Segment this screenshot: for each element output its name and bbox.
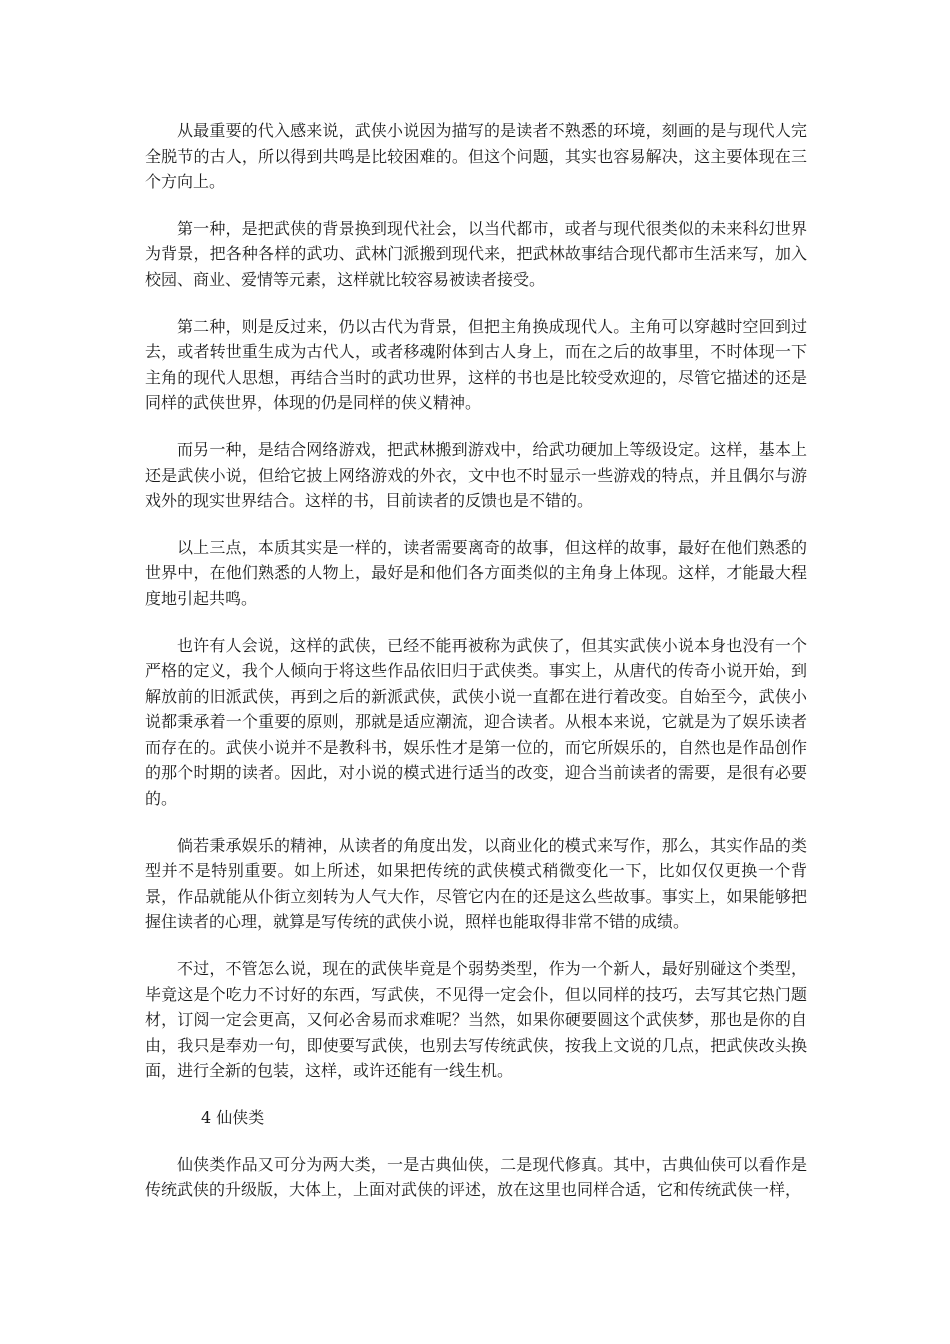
- paragraph-second-method: 第二种，则是反过来，仍以古代为背景，但把主角换成现代人。主角可以穿越时空回到过去，或者转世重生成为古代人，或者移魂附体到古人身上，而在之后的故事里，不时体现一下主角的现代人思想，再结合当时的武功世界，这样的书也是比较受欢迎的，尽管它描述的还是同样的武侠世界，体现的仍是同样的侠义精神。: [145, 316, 807, 413]
- paragraph-third-method: 而另一种，是结合网络游戏，把武林搬到游戏中，给武功硬加上等级设定。这样，基本上还是武侠小说，但给它披上网络游戏的外衣，文中也不时显示一些游戏的特点，并且偶尔与游戏外的现实世界结合。这样的书，目前读者的反馈也是不错的。: [145, 439, 807, 511]
- paragraph-xianxia-intro: 仙侠类作品又可分为两大类，一是古典仙侠，二是现代修真。其中，古典仙侠可以看作是传统武侠的升级版，大体上，上面对武侠的评述，放在这里也同样合适，它和传统武侠一样，: [145, 1154, 807, 1200]
- paragraph-entertainment: 倘若秉承娱乐的精神，从读者的角度出发，以商业化的模式来写作，那么，其实作品的类型并不是特别重要。如上所述，如果把传统的武侠模式稍微变化一下，比如仅仅更换一个背景，作品就能从仆街立刻转为人气大作，尽管它内在的还是这么些故事。事实上，如果能够把握住读者的心理，就算是写传统的武侠小说，照样也能取得非常不错的成绩。: [145, 835, 807, 932]
- paragraph-summary: 以上三点，本质其实是一样的，读者需要离奇的故事，但这样的故事，最好在他们熟悉的世界中，在他们熟悉的人物上，最好是和他们各方面类似的主角身上体现。这样，才能最大程度地引起共鸣。: [145, 537, 807, 608]
- paragraph-advice: 不过，不管怎么说，现在的武侠毕竟是个弱势类型，作为一个新人，最好别碰这个类型，毕竟这是个吃力不讨好的东西，写武侠，不见得一定会仆，但以同样的技巧，去写其它热门题材，订阅一定会更高，又何必舍易而求难呢？当然，如果你硬要圆这个武侠梦，那也是你的自由，我只是奉劝一句，即使要写武侠，也别去写传统武侠，按我上文说的几点，把武侠改头换面，进行全新的包装，这样，或许还能有一线生机。: [145, 959, 807, 1081]
- paragraph-definition: 也许有人会说，这样的武侠，已经不能再被称为武侠了，但其实武侠小说本身也没有一个严格的定义，我个人倾向于将这些作品依旧归于武侠类。事实上，从唐代的传奇小说开始，到解放前的旧派武侠，再到之后的新派武侠，武侠小说一直都在进行着改变。自始至今，武侠小说都秉承着一个重要的原则，那就是适应潮流，迎合读者。从根本来说，它就是为了娱乐读者而存在的。武侠小说并不是教科书，娱乐性才是第一位的，而它所娱乐的，自然也是作品创作的那个时期的读者。因此，对小说的模式进行适当的改变，迎合当前读者的需要，是很有必要的。: [145, 635, 807, 809]
- paragraph-empathy-intro: 从最重要的代入感来说，武侠小说因为描写的是读者不熟悉的环境，刻画的是与现代人完全脱节的古人，所以得到共鸣是比较困难的。但这个问题，其实也容易解决，这主要体现在三个方向上。: [145, 121, 807, 192]
- section-heading: 4 仙侠类: [201, 1108, 265, 1127]
- paragraph-first-method: 第一种，是把武侠的背景换到现代社会，以当代都市，或者与现代很类似的未来科幻世界为背景，把各种各样的武功、武林门派搬到现代来，把武林故事结合现代都市生活来写，加入校园、商业、爱情等元素，这样就比较容易被读者接受。: [145, 218, 807, 289]
- document-page: [145, 118, 807, 1224]
